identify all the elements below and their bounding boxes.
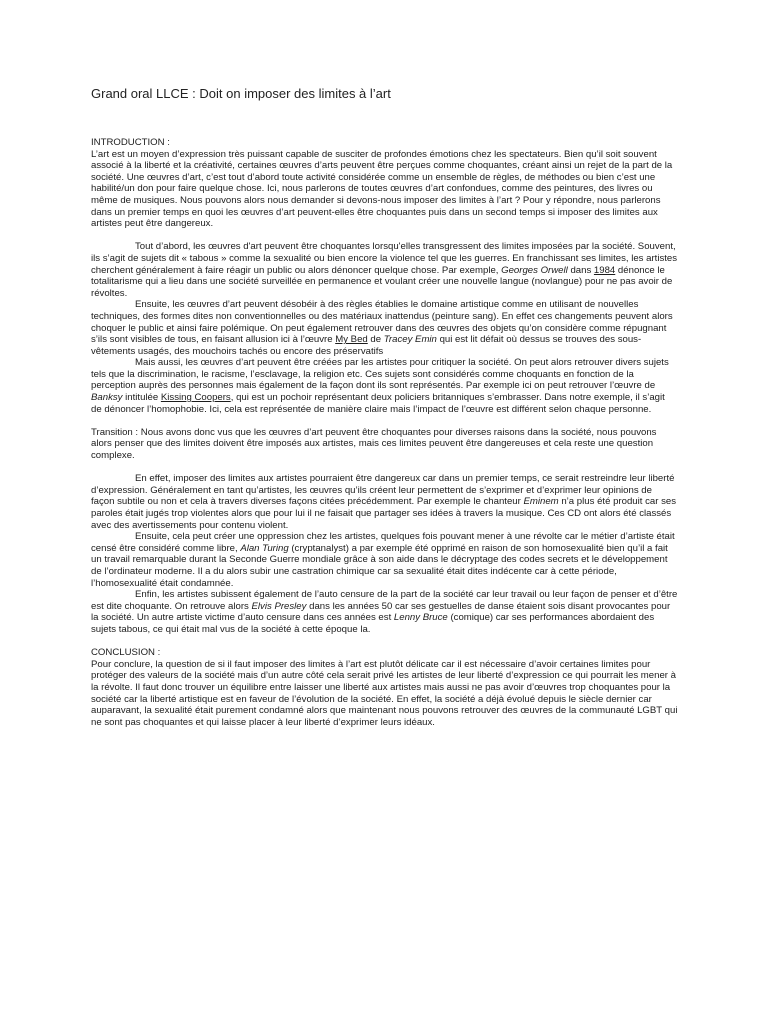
document-title: Grand oral LLCE : Doit on imposer des limites à l’art [91, 86, 391, 101]
text-run: (cryptanalyst) a par exemple été opprimé en raison de son homosexualité bien qu’il a fait un travail remarquable durant la Seconde Guerre mondiale grâce à son aide dans le décryptage des codes secrets et le développement de l’ordinateur moderne. Il a du alors subir une castration chimique car sa sexualité était dites indécente car à cette période, l’homosexualité était condamnée. [91, 542, 668, 589]
text-run: de [367, 334, 384, 346]
author-name: Lenny Bruce [393, 612, 448, 624]
text-run: Enfin, les artistes subissent également de l’auto censure de la part de la société car leur travail ou leur façon de penser et d’être est dite choquante. On retrouve alors [91, 589, 678, 612]
conclusion-paragraph: Pour conclure, la question de si il faut imposer des limites à l’art est plutôt délicate car il est nécessaire d’avoir certaines limites pour protéger des valeurs de la société mais d’un autre côté cela serait privé les artistes de leur liberté d’expression ce qui pourrait les mener à la révolte. Il faut donc trouver un équilibre entre laisser une liberté aux artistes mais aussi ne pas avoir d’œuvres trop choquantes pour la société car la liberté artistique est en faveur de l’évolution de la société. En effet, la société a déjà évolué depuis le siècle dernier car auparavant, la sexualité était purement condamné alors que maintenant nous pouvons retrouver des œuvres de la communauté LGBT qui ne sont pas choquantes et qui laisse placer à leur liberté d’exprimer leurs idéaux. [91, 658, 678, 728]
paragraph-gap [91, 415, 678, 427]
text-run: (comique) car ses performances abordaient des sujets tabous, ce qui était mal vus de la société à cette époque la. [91, 612, 655, 635]
work-title: Kissing Coopers [160, 392, 231, 404]
text-run: Ensuite, les œuvres d’art peuvent désobéir à des règles établies le domaine artistique comme en utilisant de nouvelles techniques, des formes dites non conventionnelles ou des matériaux inattendus (peinture sang). En effet ces changements peuvent alors choquer le public et ainsi faire polémique. On peut également retrouver dans des œuvres des objets qu’on considère comme répugnant s’ils sont visibles de tous, en faisant allusion ici à l’œuvre [91, 299, 673, 346]
author-name: Alan Turing [240, 542, 289, 554]
part2-paragraph-2 [91, 531, 678, 589]
part1-paragraph-1 [91, 241, 678, 299]
text-run: n’a plus été produit car ses paroles était jugés trop violentes alors que pour lui il ne faisait que partager ses idées à travers la musique. Ces CD ont alors été classés avec des avertissements pour contenu violent. [91, 496, 676, 531]
introduction-paragraph: L’art est un moyen d’expression très puissant capable de susciter de profondes émotions chez les spectateurs. Bien qu’il soit souvent associé à la liberté et la créativité, certaines œuvres d’arts peuvent être perçues comme choquantes, créant ainsi un rejet de la part de la société. Une œuvres d’art, c’est tout d’abord toute activité considérée comme un ensemble de règles, de méthodes ou bien c’est une habilité/un don pour faire quelque chose. Ici, nous parlerons de toutes œuvres d’art confondues, comme des peintures, des livres ou même de musiques. Nous pouvons alors nous demander si devons-nous imposer des limites à l’art ? Pour y répondre, nous parlerons dans un premier temps en quoi les œuvres d’art peuvent-elles être choquantes puis dans un second temps si imposer des limites aux artistes peut être dangereux. [91, 148, 673, 230]
work-title: 1984 [593, 264, 616, 276]
author-name: Elvis Presley [251, 600, 307, 612]
part2-paragraph-1 [91, 473, 678, 531]
text-run: En effet, imposer des limites aux artistes pourraient être dangereux car dans un premier temps, ce serait restreindre leur liberté d’expression. Généralement en tant qu’artistes, les œuvres qu’ils créent leur permettent de s’exprimer et d’exprimer leur opinions de façon subtile ou non et cela à travers diverses façons citées précédemment. Par exemple le chanteur [91, 473, 675, 508]
text-run: intitulée [122, 392, 161, 404]
document-body [91, 137, 678, 728]
work-title: My Bed [335, 334, 368, 346]
conclusion-heading: CONCLUSION : [91, 647, 161, 659]
author-name: Eminem [523, 496, 559, 508]
text-run: Mais aussi, les œuvres d’art peuvent être créées par les artistes pour critiquer la société. On peut alors retrouver divers sujets tels que la discrimination, le racisme, l’esclavage, la religion etc. Ces sujets sont considérés comme choquants en fonction de la perception auprès des personnes mais également de la façon dont ils sont représentés. Par exemple ici on peut retrouver l’œuvre de [91, 357, 669, 392]
text-run: , qui est un pochoir représentant deux policiers britanniques s’embrasser. Dans notre exemple, il s’agit de dénoncer l’homophobie. Ici, cela est représentée de manière claire mais l’impact de l’œuvre est différent selon chaque personne. [91, 392, 665, 415]
part2-paragraph-3 [91, 589, 678, 635]
text-run: dénonce le totalitarisme qui a lieu dans une société surveillée en permanence et voulant créer une nouvelle langue (novlangue) pour ne pas avoir de révoltes. [91, 264, 673, 299]
text-run: dans les années 50 car ses gestuelles de danse étaient sois disant provocantes pour la société. Un autre artiste victime d’auto censure dans ces années est [91, 600, 671, 624]
author-name: Georges Orwell [501, 264, 568, 276]
part1-paragraph-2 [91, 299, 678, 357]
text-run: Tout d’abord, les œuvres d'art peuvent être choquantes lorsqu'elles transgressent des limites imposées par la société. Souvent, ils s’agit de sujets dit « tabous » comme la sexualité ou bien encore la violence tel que les guerres. En franchissant ses limites, les artistes cherchent généralement à faire réagir un public ou alors dénoncer quelque chose. Par exemple, [91, 241, 678, 276]
author-name: Banksy [91, 392, 123, 404]
paragraph-gap [91, 230, 678, 242]
part1-paragraph-3 [91, 357, 678, 415]
text-run: Ensuite, cela peut créer une oppression chez les artistes, quelques fois pouvant mener à une révolte car le métier d’artiste était censé être considéré comme libre, [91, 531, 675, 554]
text-run: dans [567, 264, 594, 276]
paragraph-gap [91, 636, 678, 648]
introduction-heading: INTRODUCTION : [91, 137, 170, 148]
author-name: Tracey Emin [383, 334, 437, 346]
transition-paragraph: Transition : Nous avons donc vus que les œuvres d’art peuvent être choquantes pour diverses raisons dans la société, nous pouvons alors penser que des limites doivent être imposés aux artistes, mais ces limites peuvent être dangereuses et cela reste une question complexe. [91, 426, 657, 462]
paragraph-gap [91, 462, 678, 474]
text-run: qui est lit défait où dessus se trouves des sous-vêtements usagés, des mouchoirs tachés ou encore des préservatifs [91, 334, 642, 357]
